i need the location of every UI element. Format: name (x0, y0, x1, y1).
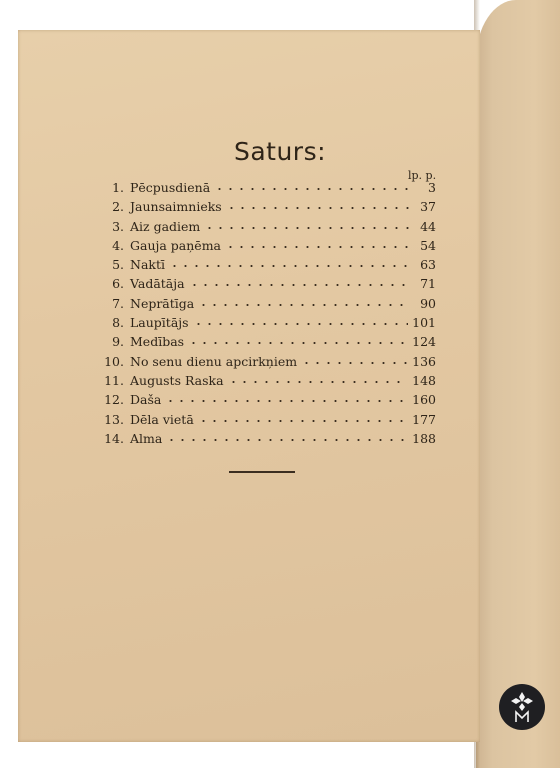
entry-number: 1. (112, 180, 124, 195)
dot-leader (198, 303, 410, 307)
toc-entry[interactable] (90, 410, 436, 429)
entry-number: 14. (104, 430, 124, 446)
dot-leader (228, 380, 409, 384)
entry-title: Medības (130, 334, 185, 350)
toc-entry[interactable] (90, 332, 436, 351)
entry-title: No senu dienu apcirkņiem (130, 353, 298, 369)
entry-page: 148 (412, 372, 436, 388)
entry-number: 6. (112, 276, 124, 292)
toc-entry[interactable] (90, 236, 436, 255)
entry-number: 5. (112, 257, 124, 273)
dot-leader (169, 264, 410, 268)
toc-entry[interactable] (90, 390, 436, 409)
dot-leader (214, 187, 410, 191)
entry-page: 37 (420, 199, 436, 215)
entry-number: 13. (104, 411, 124, 427)
entry-number: 11. (104, 372, 124, 388)
entry-page: 188 (412, 430, 436, 446)
entry-page: 177 (412, 411, 436, 427)
toc-entry[interactable] (90, 429, 436, 448)
toc-entry[interactable] (90, 217, 436, 236)
publisher-logo-icon (499, 684, 545, 730)
toc-entry[interactable] (90, 313, 436, 332)
entry-title: Naktī (130, 257, 165, 273)
entry-title: Aiz gadiem (130, 218, 201, 234)
entry-title: Gauja paņēma (130, 237, 221, 253)
entry-page: 90 (420, 295, 436, 311)
entry-page: 160 (412, 392, 436, 408)
entry-page: 101 (412, 315, 436, 331)
entry-title: Alma (130, 430, 163, 446)
dot-leader (204, 226, 410, 230)
entry-page: 3 (428, 180, 436, 195)
dot-leader (166, 438, 408, 442)
facing-page (476, 0, 560, 768)
dot-leader (198, 419, 408, 423)
entry-number: 8. (112, 315, 124, 331)
toc-entry[interactable] (90, 371, 436, 390)
entry-title: Vadātāja (130, 276, 185, 292)
entry-number: 9. (112, 334, 124, 350)
entry-number: 10. (104, 353, 124, 369)
entry-number: 4. (112, 237, 124, 253)
dot-leader (301, 361, 408, 365)
entry-number: 3. (112, 218, 124, 234)
entry-title: Laupītājs (130, 315, 189, 331)
entry-number: 7. (112, 295, 124, 311)
entry-page: 44 (420, 218, 436, 234)
dot-leader (225, 245, 410, 249)
toc-entry[interactable] (90, 178, 436, 197)
entry-title: Dēla vietā (130, 411, 194, 427)
entry-title: Augusts Raska (130, 372, 224, 388)
toc-entry[interactable] (90, 255, 436, 274)
dot-leader (188, 341, 408, 345)
entry-title: Neprātīga (130, 295, 195, 311)
entry-page: 63 (420, 257, 436, 273)
page-title: Saturs: (233, 137, 327, 166)
toc-entry[interactable] (90, 197, 436, 216)
section-divider (229, 471, 295, 473)
page-column-label: lp. p. (408, 169, 437, 182)
dot-leader (165, 399, 408, 403)
dot-leader (193, 322, 409, 326)
toc-entry[interactable] (90, 274, 436, 293)
entry-title: Pēcpusdienā (130, 180, 211, 195)
toc-entry[interactable] (90, 294, 436, 313)
dot-leader (226, 206, 410, 210)
entry-number: 12. (104, 392, 124, 408)
entry-title: Daša (130, 392, 162, 408)
dot-leader (189, 283, 410, 287)
entry-page: 124 (412, 334, 436, 350)
entry-title: Jaunsaimnieks (130, 199, 222, 215)
entry-page: 136 (412, 353, 436, 369)
entry-page: 71 (420, 276, 436, 292)
entry-page: 54 (420, 237, 436, 253)
table-of-contents (90, 178, 436, 448)
toc-entry[interactable] (90, 352, 436, 371)
entry-number: 2. (112, 199, 124, 215)
